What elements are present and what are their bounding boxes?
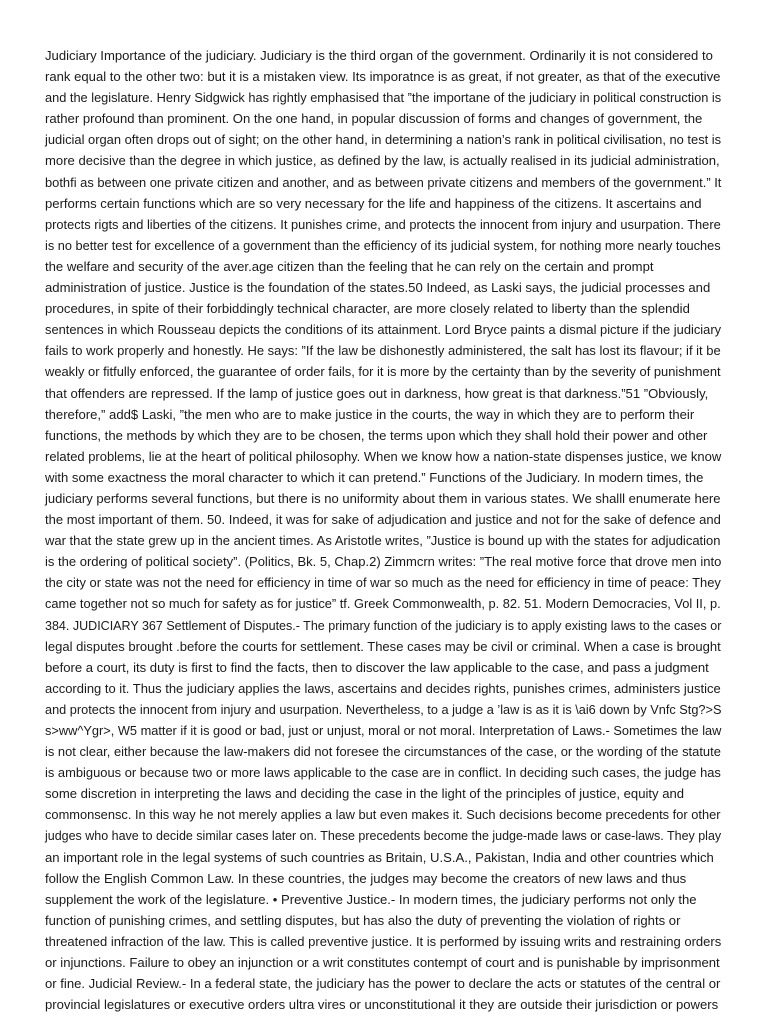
text-line: administration of justice. Justice is the foundation of the states.50 Indeed, as Laski says, the judicial processes and [45, 280, 711, 296]
text-line: is no better test for excellence of a government than the efficiency of its judicial system, for nothing more nearly touches [45, 237, 721, 253]
text-line: rank equal to the other two: but it is a mistaken view. Its imporatnce is as great, if not greater, as that of the executive [45, 69, 721, 85]
text-line: or injunctions. Failure to obey an injunction or a writ constitutes contempt of court and is punishable by imprisonment [45, 955, 720, 971]
text-line: threatened infraction of the law. This is called preventive justice. It is performed by issuing writs and restraining orders [45, 933, 722, 949]
text-line: an important role in the legal systems of such countries as Britain, U.S.A., Pakistan, India and other countries which [45, 849, 714, 865]
text-line: Judiciary Importance of the judiciary. Judiciary is the third organ of the government. Ordinarily it is not considered to [45, 48, 713, 63]
text-line: judiciary performs several functions, but there is no uniformity about them in various states. We shalll enumerate here [45, 490, 721, 506]
text-line: and the legislature. Henry Sidgwick has rightly emphasised that ”the importane of the judiciary in political construction is [45, 90, 722, 106]
text-line: the welfare and security of the aver.age citizen than the feeling that he can rely on the certain and prompt [45, 258, 654, 274]
text-line: is ambiguous or because two or more laws applicable to the case are in conflict. In deciding such cases, the judge has [45, 765, 721, 781]
text-line: procedures, in spite of their forbiddingly technical character, are more closely related to liberty than the splendid [45, 301, 690, 317]
text-line: is the ordering of political society”. (Politics, Bk. 5, Chap.2) Zimmcrn writes: ”The real motive force that drove men into [45, 554, 722, 570]
text-line: 384. JUDICIARY 367 Settlement of Disputes.- The primary function of the judiciary is to apply existing laws to the cases or [45, 617, 722, 633]
text-line: the most important of them. 50. Indeed, it was for sake of adjudication and justice and not for the sake of defence and [45, 512, 721, 528]
text-line: function of punishing crimes, and settling disputes, but has also the duty of preventing the violation of rights or [45, 912, 681, 928]
text-line: bothfi as between one private citizen and another, and as between private citizens and members of the government.” It [45, 174, 722, 190]
text-line: the city or state was not the need for efficiency in time of war so much as the need for efficiency in time of peace: They [45, 575, 721, 591]
text-line: came together not so much for safety as for justice” tf. Greek Commonwealth, p. 82. 51. Modern Democracies, Vol II, p. [45, 596, 721, 612]
text-line: supplement the work of the legislature. • Preventive Justice.- In modern times, the judiciary performs not only the [45, 891, 697, 907]
text-line: or fine. Judicial Review.- In a federal state, the judiciary has the power to declare the acts or statutes of the central or [45, 976, 721, 992]
text-line: s>ww^Ygr>, W5 matter if it is good or bad, just or unjust, moral or not moral. Interpretation of Laws.- Sometimes the law [45, 723, 722, 738]
text-line: performs certain functions which are so very necessary for the life and happiness of the citizens. It ascertains and [45, 195, 702, 211]
text-line: functions, the methods by which they are to be chosen, the terms upon which they shall hold their power and other [45, 427, 708, 443]
text-line: therefore,” add$ Laski, ”the men who are to make justice in the courts, the way in which they are to perform their [45, 406, 695, 422]
text-line: some discretion in interpreting the laws and deciding the case in the light of the principles of justice, equity and [45, 786, 685, 802]
text-line: with some exactness the moral character to which it can pretend.” Functions of the Judiciary. In modern times, the [45, 469, 704, 485]
document-body-text [45, 45, 722, 1015]
text-line: weakly or fitfully enforced, the guarantee of order fails, for it is more by the certainty than by the severity of punishment [45, 364, 721, 380]
text-line: judges who have to decide similar cases later on. These precedents become the judge-made laws or case-laws. They play [45, 828, 722, 844]
text-line: protects rigts and liberties of the citizens. It punishes crime, and protects the innocent from injury and usurpation. There [45, 216, 721, 232]
text-line: judicial organ often drops out of sight; on the other hand, in determining a nation’s rank in political civilisation, no test is [45, 132, 722, 148]
text-line: legal disputes brought .before the courts for settlement. These cases may be civil or criminal. When a case is brought [45, 638, 721, 654]
text-line: provincial legislatures or executive orders ultra vires or unconstitutional it they are outside their jurisdiction or powers [45, 997, 719, 1013]
text-line: is not clear, either because the law-makers did not foresee the circumstances of the case, or the wording of the statute [45, 744, 721, 760]
text-line: sentences in which Rousseau depicts the conditions of its attainment. Lord Bryce paints a dismal picture if the judiciary [45, 322, 722, 338]
text-line: more decisive than the degree in which justice, as defined by the law, is actually realised in its judicial administration, [45, 153, 720, 169]
text-line: commonsensc. In this way he not merely applies a law but even makes it. Such decisions become precedents for other [45, 807, 721, 823]
text-line: before a court, its duty is first to find the facts, then to discover the law applicable to the case, and pass a judgment [45, 659, 709, 675]
text-line: fails to work properly and honestly. He says: ”If the law be dishonestly administered, the salt has lost its flavour; if it be [45, 343, 721, 359]
text-line: related problems, lie at the heart of political philosophy. When we know how a nation-state dispenses justice, we know [45, 448, 722, 464]
text-line: rather profound than prominent. On the one hand, in popular discussion of forms and changes of government, the [45, 111, 703, 127]
text-line: follow the English Common Law. In these countries, the judges may become the creators of new laws and thus [45, 870, 687, 886]
text-line: that offenders are repressed. If the lamp of justice goes out in darkness, how great is that darkness.”51 ”Obviously, [45, 385, 709, 401]
text-line: war that the state grew up in the ancient times. As Aristotle writes, ”Justice is bound up with the states for adjudication [45, 533, 721, 549]
text-line: and protects the innocent from injury and usurpation. Nevertheless, to a judge a ’law is as it is \ai6 down by Vnfc Stg?>S [45, 701, 722, 717]
text-line: according to it. Thus the judiciary applies the laws, ascertains and decides rights, punishes crimes, administers justice [45, 680, 721, 696]
